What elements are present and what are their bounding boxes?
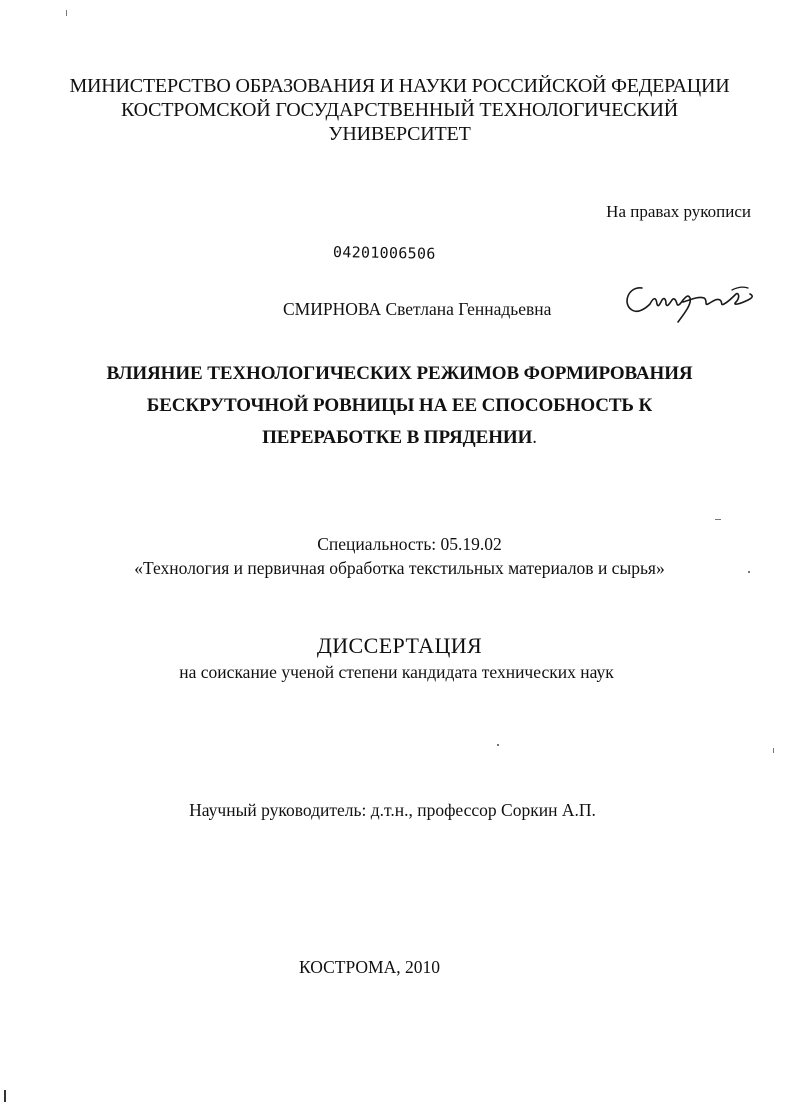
scan-speck: [715, 519, 721, 520]
dissertation-heading: ДИССЕРТАЦИЯ: [316, 633, 483, 658]
specialty-name: «Технология и первичная обработка текстильных материалов и сырья»: [134, 558, 665, 578]
scan-speck: [748, 571, 750, 573]
author-name: СМИРНОВА Светлана Геннадьевна: [283, 299, 552, 319]
title-line-1: ВЛИЯНИЕ ТЕХНОЛОГИЧЕСКИХ РЕЖИМОВ ФОРМИРОВАНИЯ: [106, 363, 693, 384]
title-end-punct: .: [532, 427, 537, 448]
author-signature: [620, 270, 760, 330]
ministry-header: [0, 74, 799, 146]
specialty-code: Специальность: 05.19.02: [317, 534, 502, 554]
ministry-line-3: УНИВЕРСИТЕТ: [328, 123, 471, 145]
dissertation-title: [0, 358, 799, 454]
ministry-line-2: КОСТРОМСКОЙ ГОСУДАРСТВЕННЫЙ ТЕХНОЛОГИЧЕСКИЙ: [120, 99, 678, 121]
ministry-line-1: МИНИСТЕРСТВО ОБРАЗОВАНИЯ И НАУКИ РОССИЙСКОЙ ФЕДЕРАЦИИ: [69, 75, 730, 97]
city-year: КОСТРОМА, 2010: [299, 957, 440, 977]
manuscript-note: На правах рукописи: [606, 202, 751, 221]
scan-speck: [66, 10, 67, 16]
scan-speck: [497, 744, 499, 746]
degree-line: на соискание ученой степени кандидата технических наук: [179, 662, 614, 682]
scientific-advisor: Научный руководитель: д.т.н., профессор Соркин А.П.: [189, 800, 596, 820]
scan-speck: [4, 1090, 6, 1102]
registration-number: 04201006506: [332, 243, 436, 263]
title-line-3-text: ПЕРЕРАБОТКЕ В ПРЯДЕНИИ: [262, 427, 533, 448]
specialty-block: [0, 532, 799, 580]
scan-speck: [773, 748, 774, 753]
title-line-2: БЕСКРУТОЧНОЙ РОВНИЦЫ НА ЕЕ СПОСОБНОСТЬ К: [146, 395, 653, 416]
title-line-3: [0, 422, 799, 454]
